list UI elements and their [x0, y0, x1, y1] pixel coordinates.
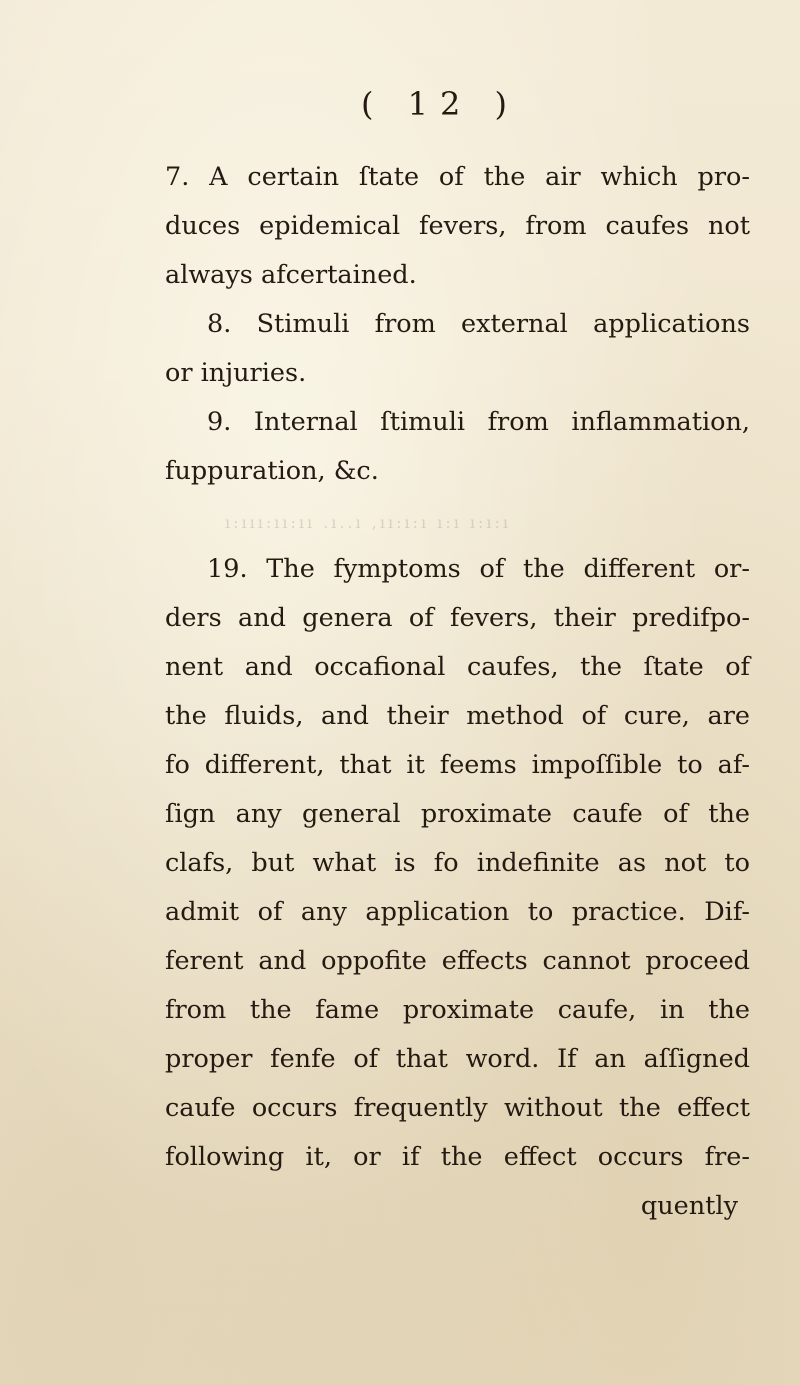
text-line: 9. Internal ſtimuli from inflammation,	[207, 407, 750, 437]
body-text	[165, 153, 750, 1231]
bleed-through-text	[165, 496, 750, 545]
text-line: proper fenfe of that word. If an aſſigned	[165, 1044, 750, 1074]
text-line: fo different, that it feems impoſſible to af-	[165, 750, 750, 780]
text-line: duces epidemical fevers, from caufes not	[165, 211, 750, 241]
text-line: 19. The fymptoms of the different or-	[207, 554, 750, 584]
bleed-through-glyphs: ı:ııı:ıı:ıı .ı..ı ,ıı:ı:ı ı:ı ı:ı:ı	[225, 513, 512, 532]
page-number: ( 12 )	[360, 85, 520, 123]
text-line: 8. Stimuli from external applications	[207, 309, 750, 339]
text-line: or injuries.	[165, 358, 307, 388]
text-line: caufe occurs frequently without the effect	[165, 1093, 750, 1123]
text-line: the fluids, and their method of cure, are	[165, 701, 750, 731]
text-line: always afcertained.	[165, 260, 417, 290]
text-line: following it, or if the effect occurs fre-	[165, 1142, 750, 1172]
catchword: quently	[640, 1191, 738, 1221]
text-line: ſign any general proximate caufe of the	[165, 799, 750, 829]
text-line: from the fame proximate caufe, in the	[165, 995, 750, 1025]
text-line: 7. A certain ſtate of the air which pro-	[165, 162, 750, 192]
text-line: fuppuration, &c.	[165, 456, 379, 486]
text-line: admit of any application to practice. Dif-	[165, 897, 750, 927]
text-line: clafs, but what is fo indefinite as not to	[165, 848, 750, 878]
text-line: ferent and oppofite effects cannot proceed	[165, 946, 750, 976]
text-line: nent and occafional caufes, the ſtate of	[165, 652, 750, 682]
text-line: ders and genera of fevers, their predifpo-	[165, 603, 750, 633]
